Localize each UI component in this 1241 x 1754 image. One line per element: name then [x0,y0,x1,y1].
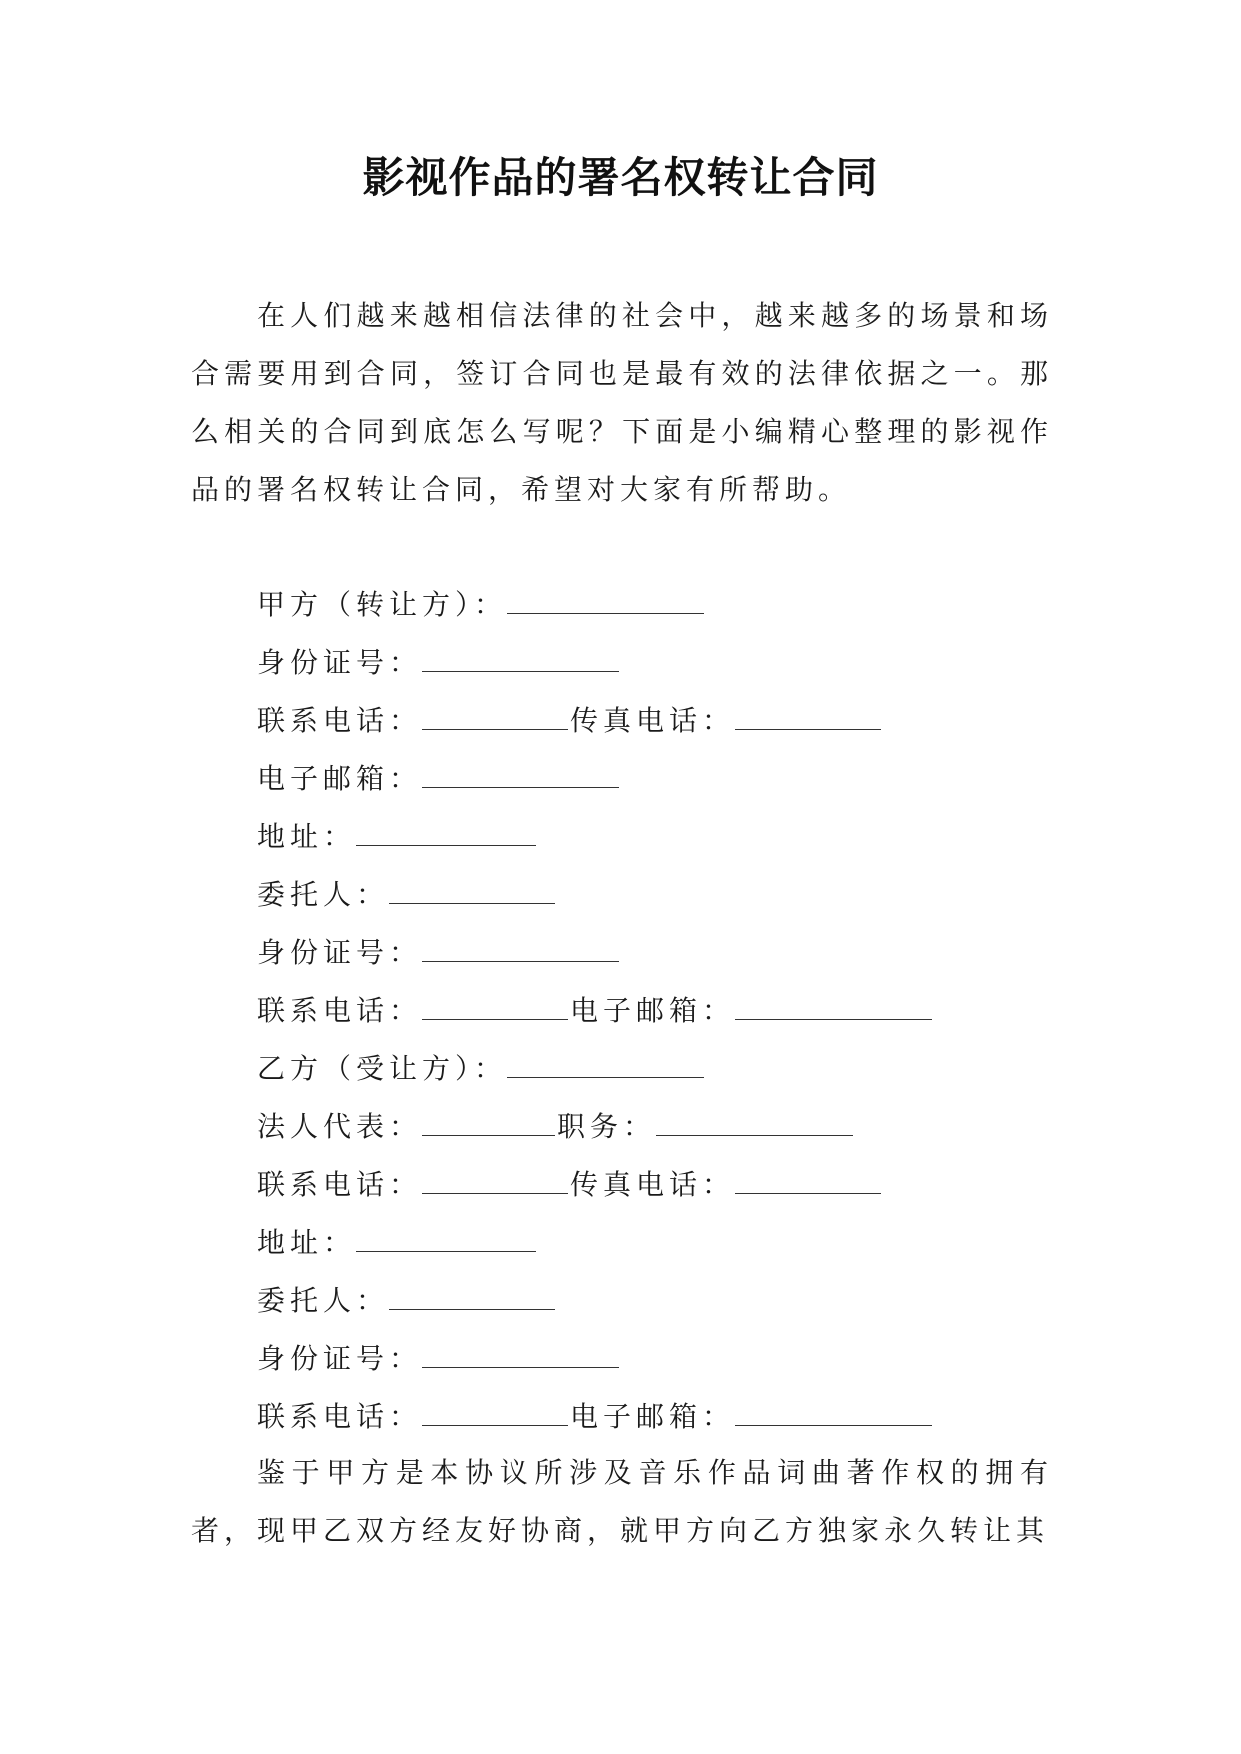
party-a-agent-label: 委托人： [257,878,390,911]
party-b-agent-id-line [257,1330,1057,1388]
closing-paragraph: 鉴于甲方是本协议所涉及音乐作品词曲著作权的拥有者，现甲乙双方经友好协商，就甲方向乙方独家永久转让其 [191,1456,1053,1547]
party-b-agent-contact-line [257,1388,1057,1446]
party-a-phone-blank[interactable] [422,709,568,730]
party-b-rep-line [257,1098,1057,1156]
party-a-agent-contact-line [257,982,1057,1040]
document-title: 影视作品的署名权转让合同 [362,153,879,202]
party-b-phone-line [257,1156,1057,1214]
party-b-agent-id-label: 身份证号： [257,1342,423,1375]
party-b-agent-phone-blank[interactable] [422,1405,568,1426]
party-a-email-blank[interactable] [422,767,619,788]
party-b-label: 乙方（受让方）： [257,1052,508,1085]
party-b-agent-email-label: 电子邮箱： [570,1400,736,1433]
intro-paragraph: 在人们越来越相信法律的社会中，越来越多的场景和场合需要用到合同，签订合同也是最有效的法律依据之一。那么相关的合同到底怎么写呢？下面是小编精心整理的影视作品的署名权转让合同，希望对大家有所帮助。 [191,299,1053,506]
party-a-agent-email-label: 电子邮箱： [570,994,736,1027]
party-a-address-line [257,808,1057,866]
party-a-agent-blank[interactable] [389,883,555,904]
party-b-fax-blank[interactable] [735,1173,881,1194]
party-a-email-label: 电子邮箱： [257,762,423,795]
party-a-label: 甲方（转让方）： [257,588,508,621]
party-a-agent-phone-label: 联系电话： [257,994,423,1027]
party-a-line [257,576,1057,634]
party-a-phone-label: 联系电话： [257,704,423,737]
party-a-fax-blank[interactable] [735,709,881,730]
party-b-phone-blank[interactable] [422,1173,568,1194]
party-b-blank[interactable] [507,1057,704,1078]
party-b-rep-blank[interactable] [422,1115,555,1136]
party-b-line [257,1040,1057,1098]
party-b-position-blank[interactable] [656,1115,853,1136]
party-info-fields [257,576,1057,1446]
party-b-phone-label: 联系电话： [257,1168,423,1201]
party-b-position-label: 职务： [557,1110,657,1143]
party-a-phone-line [257,692,1057,750]
party-a-id-blank[interactable] [422,651,619,672]
party-a-address-blank[interactable] [356,825,536,846]
party-b-agent-id-blank[interactable] [422,1347,619,1368]
party-a-agent-line [257,866,1057,924]
party-a-agent-id-label: 身份证号： [257,936,423,969]
party-a-id-label: 身份证号： [257,646,423,679]
party-b-address-blank[interactable] [356,1231,536,1252]
party-a-agent-id-line [257,924,1057,982]
party-a-address-label: 地址： [257,820,357,853]
party-a-id-line [257,634,1057,692]
party-a-agent-id-blank[interactable] [422,941,619,962]
party-b-address-line [257,1214,1057,1272]
party-b-rep-label: 法人代表： [257,1110,423,1143]
party-a-agent-phone-blank[interactable] [422,999,568,1020]
party-b-agent-line [257,1272,1057,1330]
party-b-fax-label: 传真电话： [570,1168,736,1201]
party-b-agent-email-blank[interactable] [735,1405,932,1426]
party-b-agent-phone-label: 联系电话： [257,1400,423,1433]
party-b-agent-blank[interactable] [389,1289,555,1310]
party-b-agent-label: 委托人： [257,1284,390,1317]
party-b-address-label: 地址： [257,1226,357,1259]
party-a-blank[interactable] [507,593,704,614]
party-a-email-line [257,750,1057,808]
party-a-agent-email-blank[interactable] [735,999,932,1020]
party-a-fax-label: 传真电话： [570,704,736,737]
